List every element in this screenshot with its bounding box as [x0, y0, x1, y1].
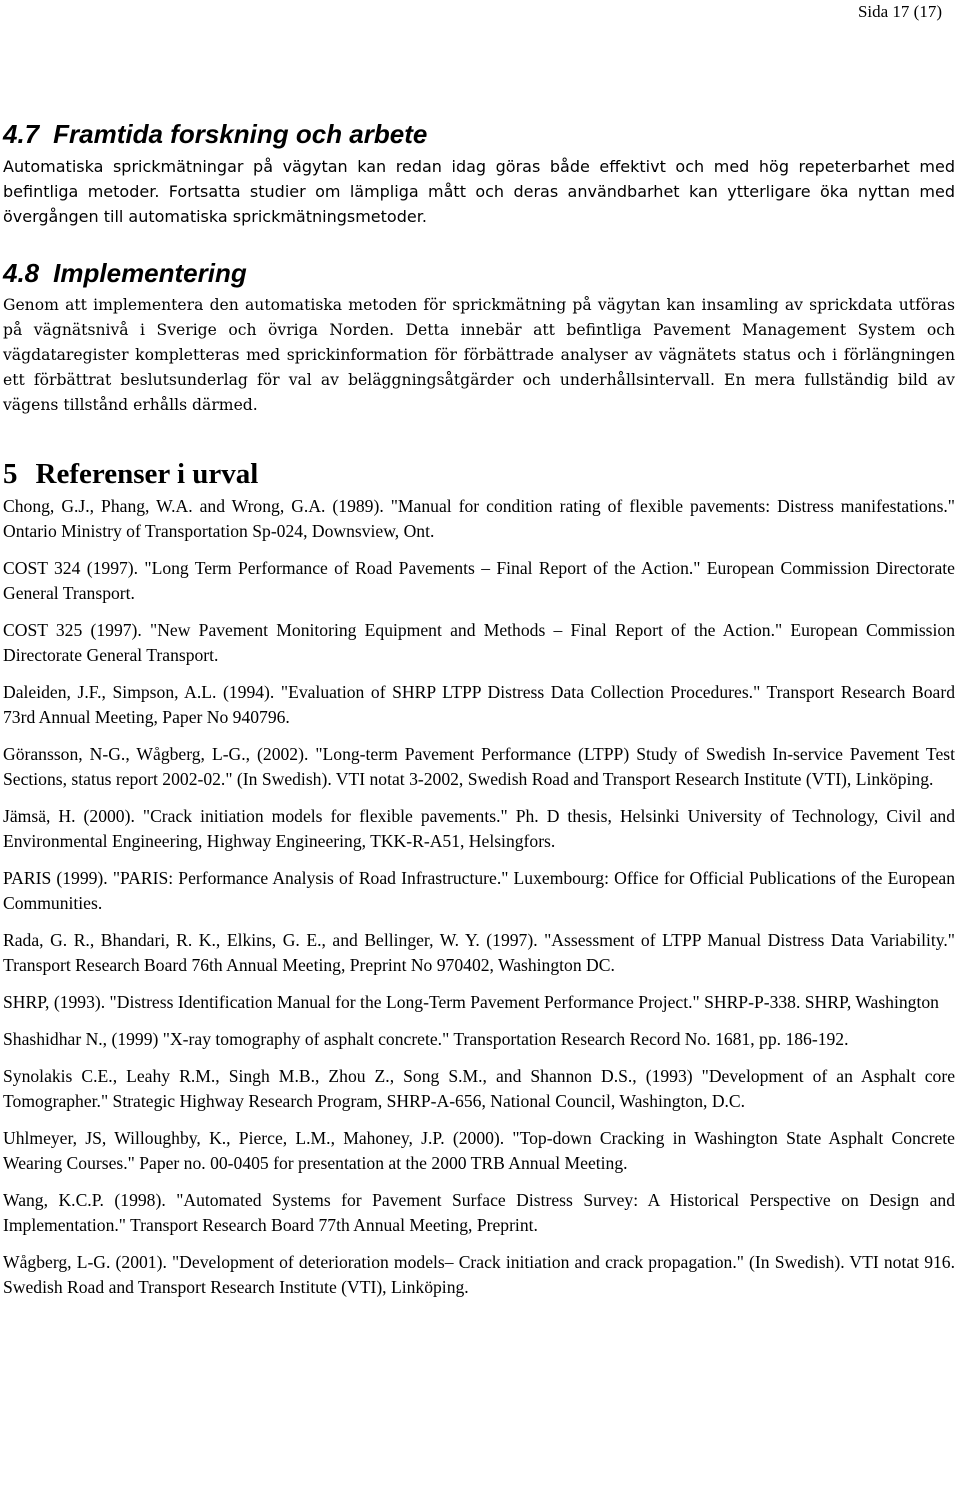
page-content	[3, 118, 955, 1312]
section-title: Framtida forskning och arbete	[53, 119, 428, 149]
reference-item: Jämsä, H. (2000). "Crack initiation models for flexible pavements." Ph. D thesis, Helsinki University of Technology, Civil and Environmental Engineering, Highway Engineering, TKK-R-A51, Helsingfors.	[3, 806, 955, 851]
section-4-7	[3, 118, 955, 229]
section-4-8	[3, 257, 955, 418]
chapter-title: Referenser i urval	[35, 458, 259, 490]
reference-item: SHRP, (1993). "Distress Identification Manual for the Long-Term Pavement Performance Project." SHRP-P-338. SHRP, Washington	[3, 992, 939, 1012]
reference-item: Wang, K.C.P. (1998). "Automated Systems for Pavement Surface Distress Survey: A Historical Perspective on Design and Implementation." Transport Research Board 77th Annual Meeting, Preprint.	[3, 1190, 955, 1235]
reference-item: PARIS (1999). "PARIS: Performance Analysis of Road Infrastructure." Luxembourg: Office for Official Publications of the European Communities.	[3, 868, 955, 913]
reference-item: Shashidhar N., (1999) "X-ray tomography of asphalt concrete." Transportation Research Record No. 1681, pp. 186-192.	[3, 1029, 849, 1049]
section-paragraph: Genom att implementera den automatiska metoden för sprickmätning på vägytan kan insamling av sprickdata utföras på vägnätsnivå i Sverige och övriga Norden. Detta innebär att befintliga Pavement Management System och vägdataregister kompletteras med sprickinformation för förbättrade analyser av vägnätets status och i förlängningen ett förbättrat beslutsunderlag för val av beläggningsåtgärder och underhållsintervall. En mera fullständig bild av vägens tillstånd erhålls därmed.	[3, 296, 955, 414]
reference-item: Uhlmeyer, JS, Willoughby, K., Pierce, L.M., Mahoney, J.P. (2000). "Top-down Cracking in Washington State Asphalt Concrete Wearing Courses." Paper no. 00-0405 for presentation at the 2000 TRB Annual Meeting.	[3, 1128, 955, 1173]
section-title: Implementering	[53, 258, 247, 288]
reference-item: Synolakis C.E., Leahy R.M., Singh M.B., Zhou Z., Song S.M., and Shannon D.S., (1993) "Development of an Asphalt core Tomographer." Strategic Highway Research Program, SHRP-A-656, National Council, Washington, D.C.	[3, 1066, 955, 1111]
section-number: 4.7	[3, 119, 40, 149]
reference-item: Chong, G.J., Phang, W.A. and Wrong, G.A. (1989). "Manual for condition rating of flexible pavements: Distress manifestations." Ontario Ministry of Transportation Sp-024, Downsview, Ont.	[3, 496, 955, 541]
section-number: 4.8	[3, 258, 40, 288]
reference-item: COST 325 (1997). "New Pavement Monitoring Equipment and Methods – Final Report of the Action." European Commission Directorate General Transport.	[3, 620, 955, 665]
section-heading	[3, 118, 955, 150]
section-heading	[3, 257, 955, 289]
reference-item: Wågberg, L-G. (2001). "Development of deterioration models– Crack initiation and crack propagation." (In Swedish). VTI notat 916. Swedish Road and Transport Research Institute (VTI), Linköping.	[3, 1252, 955, 1297]
section-5-references	[3, 456, 955, 1300]
reference-item: Rada, G. R., Bhandari, R. K., Elkins, G. E., and Bellinger, W. Y. (1997). "Assessment of LTPP Manual Distress Data Variability." Transport Research Board 76th Annual Meeting, Preprint No 970402, Washington DC.	[3, 930, 955, 975]
chapter-number: 5	[3, 458, 18, 490]
section-paragraph: Automatiska sprickmätningar på vägytan kan redan idag göras både effektivt och med hög repeterbarhet med befintliga metoder. Fortsatta studier om lämpliga mått och deras användbarhet kan ytterligare öka nyttan med övergången till automatiska sprickmätningsmetoder.	[3, 157, 955, 226]
reference-item: COST 324 (1997). "Long Term Performance of Road Pavements – Final Report of the Action." European Commission Directorate General Transport.	[3, 558, 955, 603]
reference-item: Göransson, N-G., Wågberg, L-G., (2002). "Long-term Pavement Performance (LTPP) Study of Swedish In-service Pavement Test Sections, status report 2002-02." (In Swedish). VTI notat 3-2002, Swedish Road and Transport Research Institute (VTI), Linköping.	[3, 744, 955, 789]
page-number: Sida 17 (17)	[857, 2, 942, 21]
reference-list	[3, 494, 955, 1300]
chapter-heading	[3, 456, 955, 492]
reference-item: Daleiden, J.F., Simpson, A.L. (1994). "Evaluation of SHRP LTPP Distress Data Collection Procedures." Transport Research Board 73rd Annual Meeting, Paper No 940796.	[3, 682, 955, 727]
